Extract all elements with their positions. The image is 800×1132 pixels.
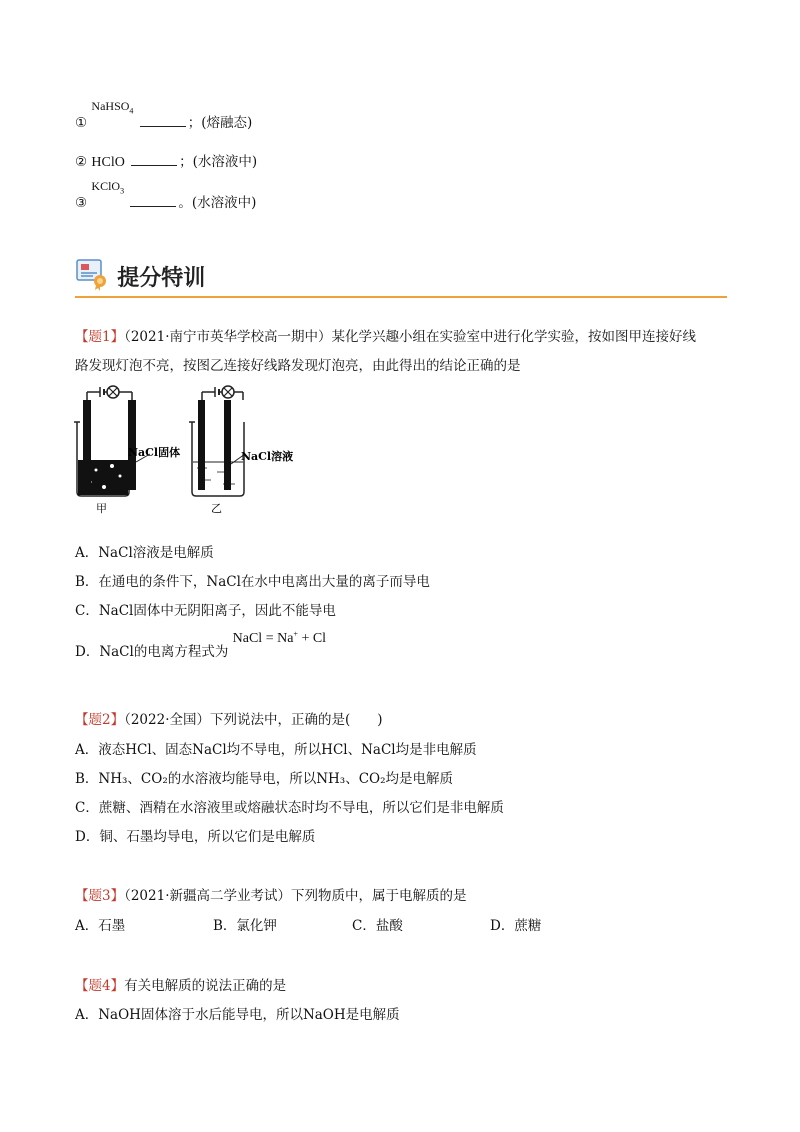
- formula-main: KClO: [91, 179, 121, 193]
- question-stem: 有关电解质的说法正确的是: [124, 978, 287, 994]
- question-1-line-1: [75, 325, 696, 345]
- question-stem: （2022·全国）下列说法中，正确的是( ): [124, 712, 383, 728]
- figure-caption-left: 甲: [96, 502, 107, 515]
- question-4: [75, 974, 286, 994]
- question-3-option-b[interactable]: B．氯化钾: [213, 918, 277, 934]
- question-stem-continued: 路发现灯泡不亮，按图乙连接好线路发现灯泡亮，由此得出的结论正确的是: [75, 358, 521, 374]
- item-tail: 。(水溶液中): [178, 195, 257, 211]
- question-1-line-2: [75, 354, 521, 374]
- question-2-option-a[interactable]: A．液态HCl、固态NaCl均不导电，所以HCl、NaCl均是非电解质: [75, 742, 477, 758]
- certificate-icon: [75, 257, 109, 295]
- item-tail: ；(水溶液中): [179, 154, 258, 170]
- question-1-option-a[interactable]: A．NaCl溶液是电解质: [75, 545, 214, 561]
- option-text: D．NaCl的电离方程式为: [75, 644, 229, 660]
- question-1-option-b[interactable]: B．在通电的条件下，NaCl在水中电离出大量的离子而导电: [75, 574, 430, 590]
- question-1-option-c[interactable]: C．NaCl固体中无阴阳离子，因此不能导电: [75, 603, 336, 619]
- question-tag: 【题1】: [75, 329, 125, 345]
- answer-blank[interactable]: [140, 116, 186, 127]
- ionization-equation: [233, 631, 326, 646]
- question-tag: 【题2】: [75, 712, 125, 728]
- question-4-option-a[interactable]: A．NaOH固体溶于水后能导电，所以NaOH是电解质: [75, 1007, 400, 1023]
- item-marker: ②: [75, 154, 88, 170]
- answer-blank[interactable]: [131, 155, 177, 166]
- question-3-option-d[interactable]: D．蔗糖: [490, 918, 542, 934]
- section-title: 提分特训: [117, 265, 206, 291]
- question-stem: （2021·南宁市英华学校高一期中）某化学兴趣小组在实验室中进行化学实验，按如图甲连接好线: [124, 329, 696, 345]
- experiment-figure: [72, 382, 312, 521]
- question-tag: 【题4】: [75, 978, 125, 994]
- section-header: [75, 257, 205, 295]
- equation-lhs: NaCl = Na: [232, 631, 294, 646]
- question-1-option-d[interactable]: [75, 629, 327, 661]
- intro-item-3: [75, 178, 257, 211]
- question-stem: （2021·新疆高二学业考试）下列物质中，属于电解质的是: [124, 888, 467, 904]
- equation-rhs: + Cl: [297, 631, 327, 646]
- formula: [91, 179, 125, 196]
- formula-sub: 4: [129, 106, 134, 116]
- question-2-option-c[interactable]: C．蔗糖、酒精在水溶液里或熔融状态时均不导电，所以它们是非电解质: [75, 800, 504, 816]
- figure-label-left: NaCl固体: [128, 446, 181, 459]
- question-tag: 【题3】: [75, 888, 125, 904]
- formula-sub: 3: [120, 186, 125, 196]
- figure-label-right: NaCl溶液: [241, 450, 294, 463]
- apparatus-left: [74, 386, 180, 515]
- answer-blank[interactable]: [130, 196, 176, 207]
- formula: HClO: [91, 155, 125, 170]
- intro-item-2: [75, 150, 257, 171]
- question-3-option-a[interactable]: A．石墨: [75, 918, 126, 934]
- item-tail: ；(熔融态): [187, 115, 253, 131]
- apparatus-right: [189, 386, 293, 515]
- formula-main: NaHSO: [91, 99, 130, 113]
- question-2-option-d[interactable]: D．铜、石墨均导电，所以它们是电解质: [75, 829, 316, 845]
- item-marker: ③: [75, 195, 88, 211]
- question-2: [75, 708, 383, 728]
- question-3-option-c[interactable]: C．盐酸: [352, 918, 403, 934]
- figure-caption-right: 乙: [211, 502, 222, 515]
- section-divider: [75, 296, 727, 298]
- item-marker: ①: [75, 115, 88, 131]
- question-2-option-b[interactable]: B．NH₃、CO₂的水溶液均能导电，所以NH₃、CO₂均是电解质: [75, 771, 454, 787]
- formula: [91, 99, 134, 116]
- equation-sup: +: [293, 629, 298, 639]
- intro-item-1: [75, 98, 253, 131]
- question-3: [75, 884, 467, 904]
